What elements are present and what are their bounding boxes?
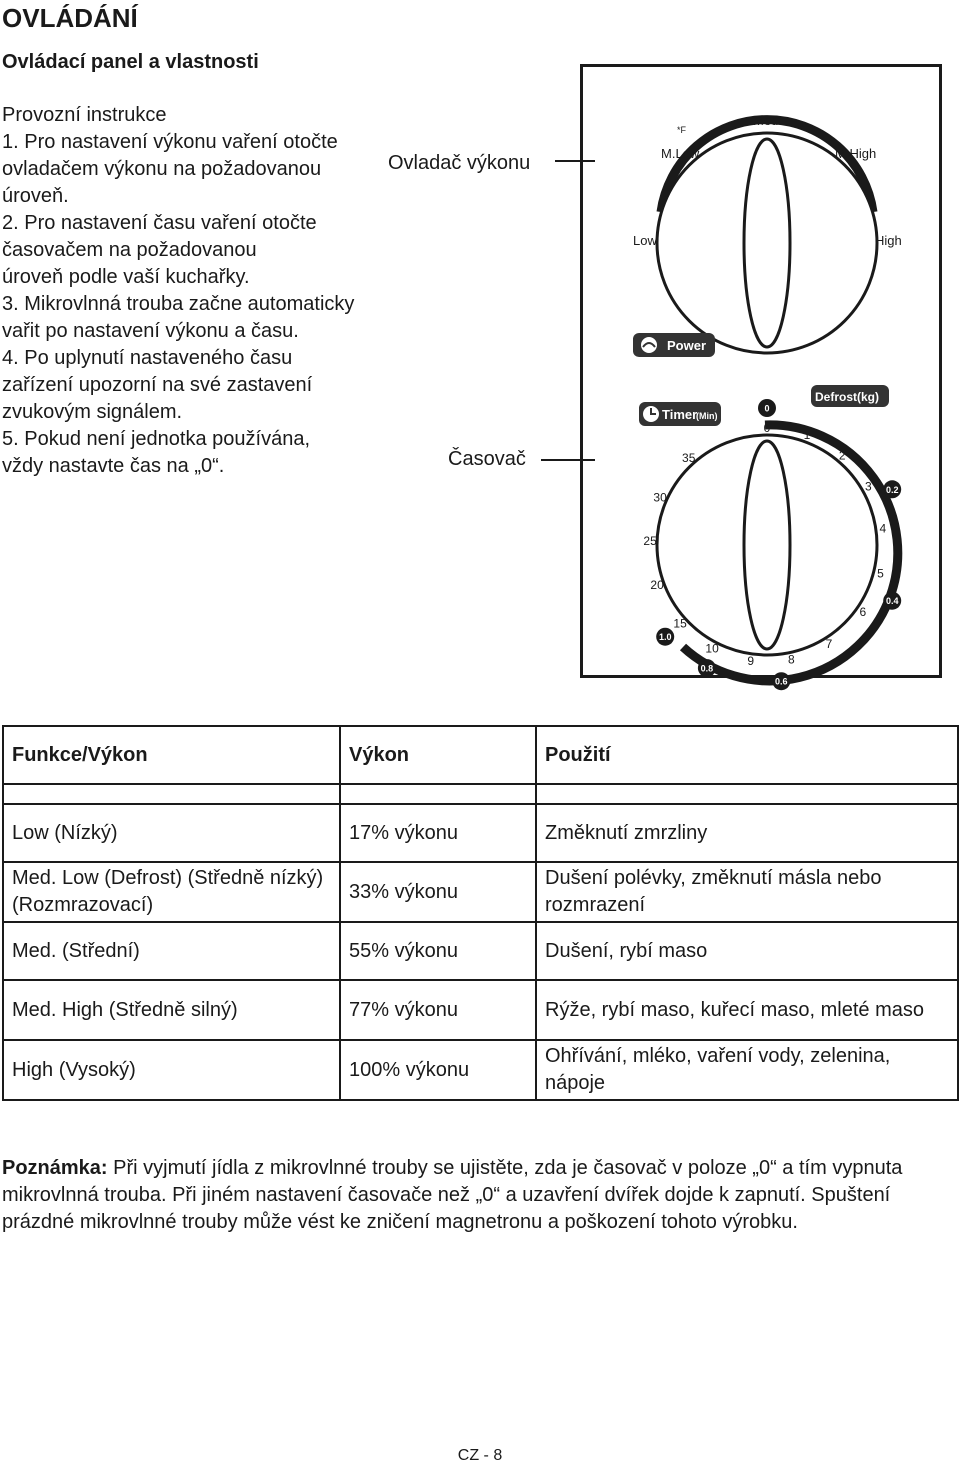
timer-mark-6: 6 bbox=[859, 605, 867, 620]
instruction-line: ovladačem výkonu na požadovanou bbox=[2, 158, 322, 180]
svg-text:Power: Power bbox=[667, 338, 707, 353]
power-label-mlow-icon: *F bbox=[677, 125, 686, 135]
note-label: Poznámka: bbox=[2, 1157, 108, 1179]
timer-mark-3: 3 bbox=[864, 479, 872, 494]
table-cell-power: 33% výkonu bbox=[340, 862, 536, 922]
table-row bbox=[3, 980, 958, 1040]
table-cell-use: Změknutí zmrzliny bbox=[536, 804, 958, 862]
instruction-line: 3. Mikrovlnná trouba začne automaticky bbox=[2, 293, 355, 315]
defrost-mark-0.6: 0.6 bbox=[775, 676, 788, 687]
table-cell-function: High (Vysoký) bbox=[3, 1040, 340, 1100]
timer-mark-0: 0 bbox=[763, 421, 771, 435]
timer-mark-2: 2 bbox=[838, 448, 846, 463]
control-panel-figure bbox=[580, 64, 942, 687]
instruction-line: časovačem na požadovanou bbox=[2, 239, 257, 261]
power-label-med: Med bbox=[753, 113, 779, 128]
table-header-use: Použití bbox=[536, 726, 958, 784]
operating-instructions bbox=[2, 102, 422, 480]
power-label-low: Low bbox=[633, 233, 657, 248]
instruction-line: vařit po nastavení výkonu a času. bbox=[2, 320, 299, 342]
page-title: OVLÁDÁNÍ bbox=[2, 3, 138, 33]
table-cell-use: Ohřívání, mléko, vaření vody, zelenina, nápoje bbox=[536, 1040, 958, 1100]
power-label-high: High bbox=[875, 233, 902, 248]
table-header-function: Funkce/Výkon bbox=[3, 726, 340, 784]
table-cell-power: 55% výkonu bbox=[340, 922, 536, 980]
power-level-table bbox=[2, 725, 959, 1101]
table-cell-function: Med. High (Středně silný) bbox=[3, 980, 340, 1040]
timer-mark-30: 30 bbox=[653, 490, 667, 505]
instruction-line: zvukovým signálem. bbox=[2, 401, 183, 423]
timer-mark-35: 35 bbox=[682, 451, 696, 466]
timer-knob-dial bbox=[657, 435, 877, 655]
defrost-mark-0.8: 0.8 bbox=[700, 663, 714, 674]
note-text: Při vyjmutí jídla z mikrovlnné trouby se ujistěte, zda je časovač v poloze „0“ a tím vypnuta mikrovlnná trouba. Při jiném nastavení časovače než „0“ a uzavření dvířek dojde k zapnutí. Spuštení prázdné mikrovlnné trouby může vést ke zničení magnetronu a poškození tohoto výrobku. bbox=[2, 1157, 903, 1233]
table-header-row bbox=[3, 726, 958, 784]
timer-mark-7: 7 bbox=[825, 637, 833, 652]
svg-text:(Min): (Min) bbox=[696, 411, 718, 421]
power-label-mhigh: M.High bbox=[835, 146, 877, 161]
timer-mark-1: 1 bbox=[803, 428, 811, 443]
power-badge bbox=[633, 333, 715, 357]
instruction-line: 2. Pro nastavení času vaření otočte bbox=[2, 212, 317, 234]
table-row bbox=[3, 1040, 958, 1100]
timer-mark-4: 4 bbox=[879, 521, 887, 536]
instruction-line: 1. Pro nastavení výkonu vaření otočte bbox=[2, 131, 338, 153]
power-knob-callout: Ovladač výkonu bbox=[388, 152, 531, 174]
timer-mark-9: 9 bbox=[747, 653, 755, 668]
table-cell-use: Dušení, rybí maso bbox=[536, 922, 958, 980]
instruction-line: vždy nastavte čas na „0“. bbox=[2, 455, 225, 477]
svg-text:Timer: Timer bbox=[662, 407, 698, 422]
instructions-heading: Provozní instrukce bbox=[2, 104, 167, 126]
timer-mark-20: 20 bbox=[650, 578, 664, 592]
table-row bbox=[3, 804, 958, 862]
timer-mark-10: 10 bbox=[705, 641, 719, 656]
timer-mark-15: 15 bbox=[673, 616, 687, 631]
table-cell-function: Med. (Střední) bbox=[3, 922, 340, 980]
defrost-mark-0.2: 0.2 bbox=[885, 484, 899, 495]
instruction-line: zařízení upozorní na své zastavení bbox=[2, 374, 313, 396]
power-knob bbox=[633, 113, 902, 353]
table-cell-use: Rýže, rybí maso, kuřecí maso, mleté maso bbox=[536, 980, 958, 1040]
table-cell-function: Med. Low (Defrost) (Středně nízký) (Rozmrazovací) bbox=[3, 862, 340, 922]
table-cell-power: 100% výkonu bbox=[340, 1040, 536, 1100]
page-number: CZ - 8 bbox=[457, 1447, 503, 1464]
table-cell-power: 77% výkonu bbox=[340, 980, 536, 1040]
power-label-mlow: M.Low bbox=[661, 146, 700, 161]
table-row bbox=[3, 922, 958, 980]
table-header-power: Výkon bbox=[340, 726, 536, 784]
table-cell-function: Low (Nízký) bbox=[3, 804, 340, 862]
svg-text:Defrost(kg): Defrost(kg) bbox=[815, 390, 880, 404]
defrost-mark-0.4: 0.4 bbox=[885, 596, 899, 607]
timer-badge bbox=[639, 402, 721, 426]
instruction-line: úroveň. bbox=[2, 185, 69, 207]
table-cell-use: Dušení polévky, změknutí másla nebo rozmrazení bbox=[536, 862, 958, 922]
table-cell-power: 17% výkonu bbox=[340, 804, 536, 862]
timer-callout: Časovač bbox=[448, 448, 526, 470]
timer-mark-25: 25 bbox=[643, 533, 657, 548]
table-row bbox=[3, 862, 958, 922]
clock-icon bbox=[643, 406, 659, 422]
section-heading: Ovládací panel a vlastnosti bbox=[2, 51, 259, 73]
power-knob-dial bbox=[657, 133, 877, 353]
defrost-badge bbox=[811, 385, 889, 407]
defrost-mark-1.0: 1.0 bbox=[658, 632, 672, 643]
instruction-line: 4. Po uplynutí nastaveného času bbox=[2, 347, 293, 369]
cook-icon bbox=[641, 337, 657, 353]
timer-mark-5: 5 bbox=[877, 566, 884, 581]
defrost-mark-0: 0 bbox=[764, 403, 770, 414]
safety-note bbox=[2, 1155, 952, 1236]
timer-mark-8: 8 bbox=[787, 652, 795, 667]
instruction-line: úroveň podle vaší kuchařky. bbox=[2, 266, 250, 288]
instruction-line: 5. Pokud není jednotka používána, bbox=[2, 428, 311, 450]
